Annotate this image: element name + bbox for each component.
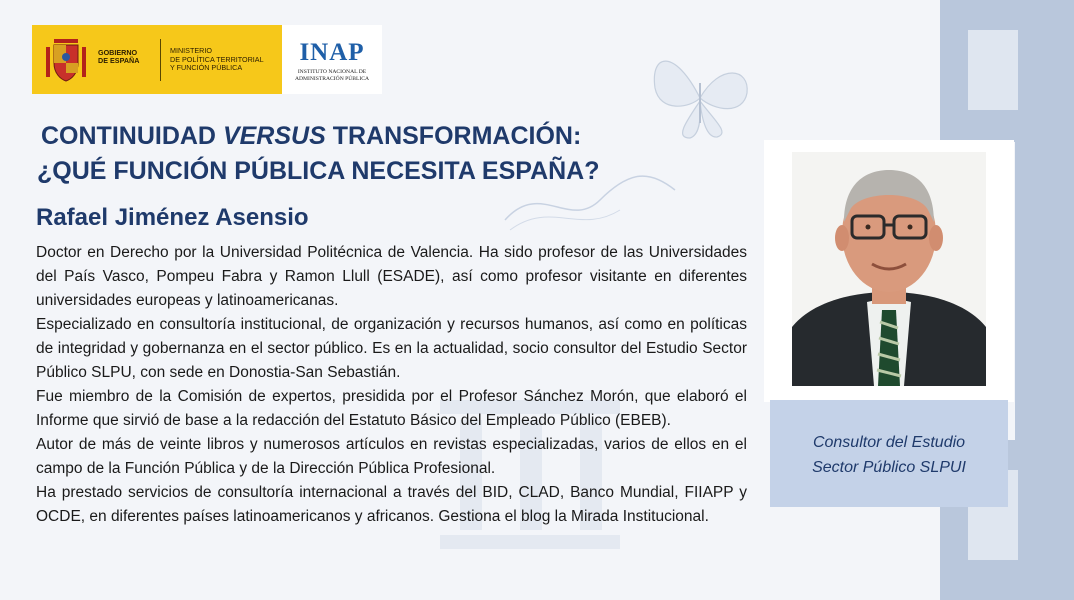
title-prefix: CONTINUIDAD — [41, 122, 223, 150]
inap-title: INAP — [299, 39, 365, 66]
ministry-line2: DE POLÍTICA TERRITORIAL — [170, 54, 264, 64]
inap-sub-line2: ADMINISTRACIÓN PÚBLICA — [294, 75, 370, 82]
bio-paragraph: Fue miembro de la Comisión de expertos, presidida por el Profesor Sánchez Morón, que elaboró el Informe que sirvió de base a la redacción del Estatuto Básico del Empleado Público (EBEB). — [36, 388, 747, 429]
bio-paragraph: Autor de más de veinte libros y numerosos artículos en revistas especializadas, varios de ellos en el campo de la Función Pública y de la Dirección Pública Profesional. — [36, 436, 747, 477]
inap-subtitle — [286, 69, 378, 82]
coat-of-arms-icon — [42, 33, 90, 85]
title-suffix: TRANSFORMACIÓN: — [325, 122, 582, 150]
bio-paragraph: Especializado en consultoría institucional, de organización y recursos humanos, así como en políticas de integridad y gobernanza en el sector público. Es en la actualidad, socio consultor del Estudio Sector Público SLPU, con sede en Donostia-San Sebastián. — [36, 316, 747, 381]
decor-top-right-inner — [968, 30, 1018, 110]
title-line2: ¿QUÉ FUNCIÓN PÚBLICA NECESITA ESPAÑA? — [37, 157, 600, 185]
inap-logo — [282, 25, 382, 94]
logo-bar — [32, 25, 382, 94]
title-line1 — [37, 119, 600, 154]
gov-line1: GOBIERNO — [98, 48, 138, 57]
title-versus: VERSUS — [222, 122, 326, 150]
speaker-caption-box — [770, 400, 1008, 507]
gov-line2: DE ESPAÑA — [98, 56, 140, 65]
bio-paragraph: Ha prestado servicios de consultoría internacional a través del BID, CLAD, Banco Mundial, FIIAPP y OCDE, en diferentes países latinoamericanos y africanos. Gestiona el blog la Mirada Institucional. — [36, 484, 747, 525]
speaker-photo — [792, 152, 986, 386]
butterfly-icon — [645, 43, 755, 143]
inap-sub-line1: INSTITUTO NACIONAL DE — [297, 69, 367, 75]
page-title — [37, 119, 600, 189]
ministry-line1: MINISTERIO — [170, 46, 212, 55]
ministry-text — [170, 47, 280, 73]
speaker-name: Rafael Jiménez Asensio — [36, 204, 309, 231]
government-logo — [32, 25, 282, 94]
caption-line1: Consultor del Estudio — [812, 434, 966, 451]
ministry-line3: Y FUNCIÓN PÚBLICA — [170, 63, 243, 72]
speaker-bio — [36, 241, 747, 529]
caption-line2: Sector Público SLPUI — [812, 459, 966, 476]
government-text — [98, 49, 168, 65]
speaker-caption — [770, 430, 1008, 480]
decor-right-mid-block — [1015, 142, 1074, 442]
bio-paragraph: Doctor en Derecho por la Universidad Politécnica de Valencia. Ha sido profesor de las Universidades del País Vasco, Pompeu Fabra y Ramon Llull (ESADE), así como profesor visitante en diferentes universidades europeas y latinoamericanas. — [36, 244, 747, 309]
logo-divider — [160, 39, 161, 81]
